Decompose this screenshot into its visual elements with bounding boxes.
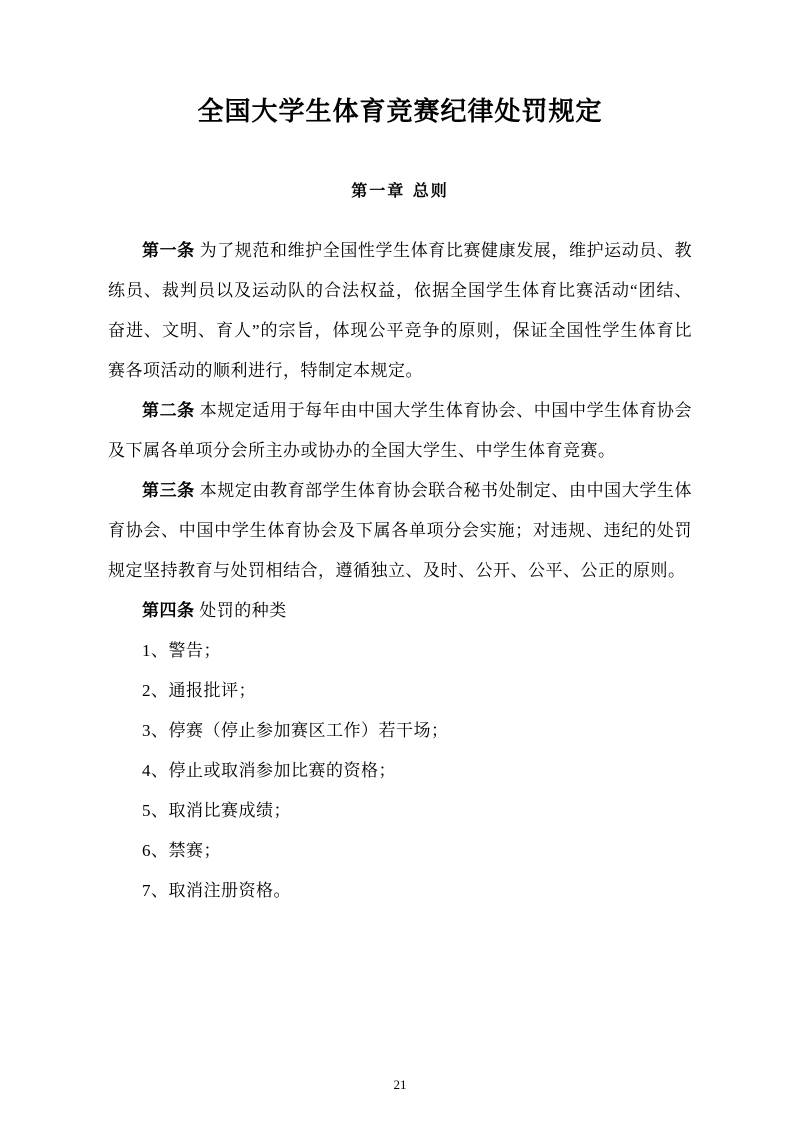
article-label-2: 第二条 [142,401,195,422]
list-item: 2、通报批评； [142,681,256,701]
document-body [108,231,692,911]
article-text-1: 为了规范和维护全国性学生体育比赛健康发展，维护运动员、教练员、裁判员以及运动队的合法权益，依据全国学生体育比赛活动“团结、奋进、文明、育人”的宗旨，体现公平竞争的原则，保证全国性学生体育比赛各项活动的顺利进行，特制定本规定。 [108,241,693,381]
article-label-1: 第一条 [142,241,195,262]
article-label-4: 第四条 [142,601,195,622]
chapter-heading: 第一章 总则 [351,181,449,201]
page-title: 全国大学生体育竞赛纪律处罚规定 [197,97,603,127]
list-item: 7、取消注册资格。 [142,881,291,901]
article-paragraph-4 [108,591,692,631]
article-text-4: 处罚的种类 [199,601,287,621]
page-number: 21 [393,1077,407,1092]
list-item: 3、停赛（停止参加赛区工作）若干场； [142,721,449,741]
list-item: 5、取消比赛成绩； [142,801,291,821]
article-paragraph-2 [108,391,692,471]
article-label-3: 第三条 [142,481,195,502]
article-paragraph-1 [108,231,692,391]
list-item: 6、禁赛； [142,841,221,861]
article-text-2: 本规定适用于每年由中国大学生体育协会、中国中学生体育协会及下属各单项分会所主办或协办的全国大学生、中学生体育竞赛。 [108,401,693,461]
list-item: 4、停止或取消参加比赛的资格； [142,761,396,781]
list-item: 1、警告； [142,641,221,661]
article-paragraph-3 [108,471,692,591]
article-text-3: 本规定由教育部学生体育协会联合秘书处制定、由中国大学生体育协会、中国中学生体育协会及下属各单项分会实施；对违规、违纪的处罚规定坚持教育与处罚相结合，遵循独立、及时、公开、公平、公正的原则。 [108,481,693,581]
